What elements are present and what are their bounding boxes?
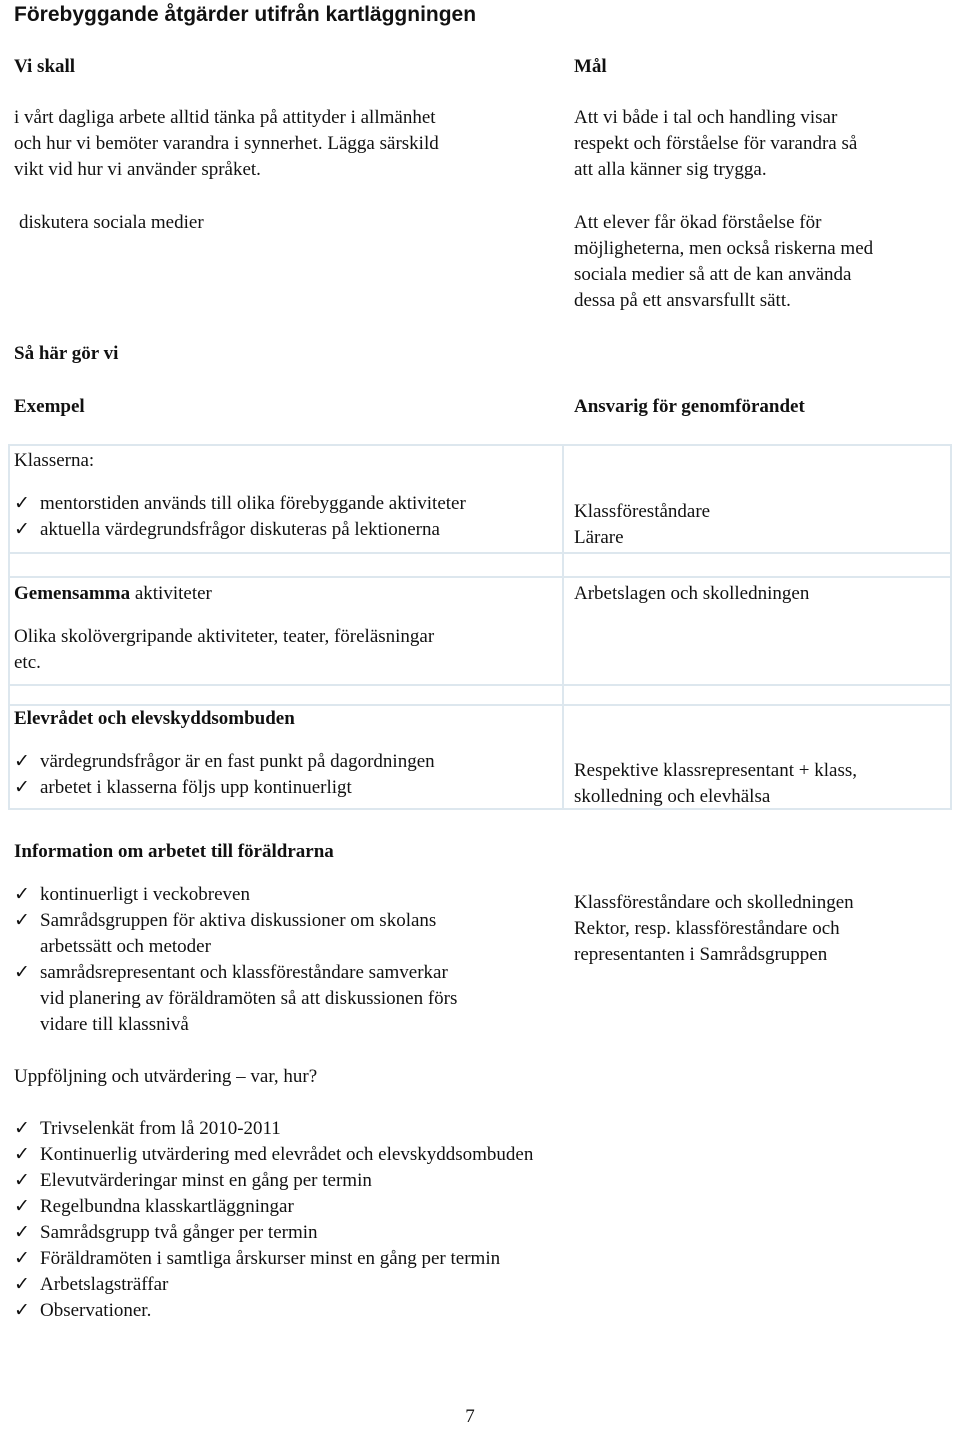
information-heading: Information om arbetet till föräldrarna: [14, 841, 334, 862]
mal-heading: Mål: [574, 56, 607, 77]
information-list: [14, 882, 559, 1038]
klasserna-list: [14, 491, 559, 543]
mal-line: att alla känner sig trygga.: [574, 159, 767, 180]
table-border: [8, 444, 952, 446]
list-item: ✓ aktuella värdegrundsfrågor diskuteras på lektionerna: [14, 517, 559, 543]
elevradet-list: [14, 749, 559, 801]
information-responsible: Klassföreståndare och skolledningen Rektor, resp. klassföreståndare och representanten i Samrådsgruppen: [574, 892, 854, 965]
checkmark-icon: ✓: [14, 1222, 30, 1243]
vi-skall-extra: diskutera sociala medier: [19, 212, 204, 233]
list-item: ✓ Regelbundna klasskartläggningar: [14, 1194, 944, 1220]
mal-paragraph-2: [574, 210, 954, 314]
page-number: 7: [465, 1406, 475, 1427]
checkmark-icon: ✓: [14, 1248, 30, 1269]
sa-har-heading: Så här gör vi: [14, 343, 119, 364]
table-border: [8, 576, 952, 578]
list-item: ✓ Samrådsgrupp två gånger per termin: [14, 1220, 944, 1246]
checkmark-icon: ✓: [14, 519, 30, 540]
list-item: ✓ Arbetslagsträffar: [14, 1272, 944, 1298]
gemensamma-responsible: Arbetslagen och skolledningen: [574, 583, 810, 604]
mal-line: Att elever får ökad förståelse för: [574, 212, 822, 233]
list-item: ✓ värdegrundsfrågor är en fast punkt på dagordningen: [14, 749, 559, 775]
list-item: ✓ arbetet i klasserna följs upp kontinuerligt: [14, 775, 559, 801]
list-item: ✓ Elevutvärderingar minst en gång per termin: [14, 1168, 944, 1194]
uppfoljning-heading: Uppföljning och utvärdering – var, hur?: [14, 1066, 318, 1087]
mal-line: respekt och förståelse för varandra så: [574, 133, 858, 154]
page-title: Förebyggande åtgärder utifrån kartläggningen: [14, 3, 477, 26]
table-border: [8, 444, 10, 810]
list-item: ✓ Samrådsgruppen för aktiva diskussioner om skolans arbetssätt och metoder: [14, 910, 437, 957]
checkmark-icon: ✓: [14, 1170, 30, 1191]
vi-skall-line: i vårt dagliga arbete alltid tänka på attityder i allmänhet: [14, 107, 436, 128]
checkmark-icon: ✓: [14, 1196, 30, 1217]
mal-line: möjligheterna, men också riskerna med: [574, 238, 874, 259]
vi-skall-heading: Vi skall: [14, 56, 76, 77]
table-border: [8, 552, 952, 554]
checkmark-icon: ✓: [14, 910, 30, 931]
checkmark-icon: ✓: [14, 1274, 30, 1295]
list-item: ✓ Observationer.: [14, 1298, 944, 1324]
list-item: ✓ samrådsrepresentant och klassföreståndare samverkar vid planering av föräldramöten så att diskussionen förs vidare till klassnivå: [14, 962, 458, 1035]
uppfoljning-list: [14, 1116, 944, 1324]
checkmark-icon: ✓: [14, 751, 30, 772]
list-item: ✓ Föräldramöten i samtliga årskurser minst en gång per termin: [14, 1246, 944, 1272]
checkmark-icon: ✓: [14, 777, 30, 798]
checkmark-icon: ✓: [14, 1118, 30, 1139]
list-item: ✓ Trivselenkät from lå 2010-2011: [14, 1116, 944, 1142]
gemensamma-text: Olika skolövergripande aktiviteter, teater, föreläsningar etc.: [14, 626, 435, 673]
elevradet-heading: Elevrådet och elevskyddsombuden: [14, 708, 295, 729]
klasserna-heading: Klasserna:: [14, 450, 95, 471]
list-item: ✓ kontinuerligt i veckobreven: [14, 882, 559, 908]
mal-paragraph-1: [574, 105, 954, 183]
mal-line: sociala medier så att de kan använda: [574, 264, 852, 285]
exempel-heading: Exempel: [14, 396, 85, 417]
ansvarig-heading: Ansvarig för genomförandet: [574, 396, 805, 417]
klasserna-responsible: Klassföreståndare Lärare: [574, 501, 711, 548]
checkmark-icon: ✓: [14, 884, 30, 905]
mal-line: Att vi både i tal och handling visar: [574, 107, 838, 128]
mal-line: dessa på ett ansvarsfullt sätt.: [574, 290, 791, 311]
checkmark-icon: ✓: [14, 1144, 30, 1165]
table-border: [950, 444, 952, 810]
vi-skall-line: och hur vi bemöter varandra i synnerhet. Lägga särskild: [14, 133, 439, 154]
checkmark-icon: ✓: [14, 962, 30, 983]
gemensamma-heading: Gemensamma aktiviteter: [14, 583, 212, 604]
vi-skall-text: [14, 105, 554, 183]
table-border: [8, 684, 952, 686]
list-item: ✓ mentorstiden används till olika förebyggande aktiviteter: [14, 491, 559, 517]
elevradet-responsible: Respektive klassrepresentant + klass, skolledning och elevhälsa: [574, 760, 857, 807]
table-border: [562, 444, 564, 810]
checkmark-icon: ✓: [14, 1300, 30, 1321]
list-item: ✓ Kontinuerlig utvärdering med elevrådet och elevskyddsombuden: [14, 1142, 944, 1168]
checkmark-icon: ✓: [14, 493, 30, 514]
vi-skall-line: vikt vid hur vi använder språket.: [14, 159, 261, 180]
